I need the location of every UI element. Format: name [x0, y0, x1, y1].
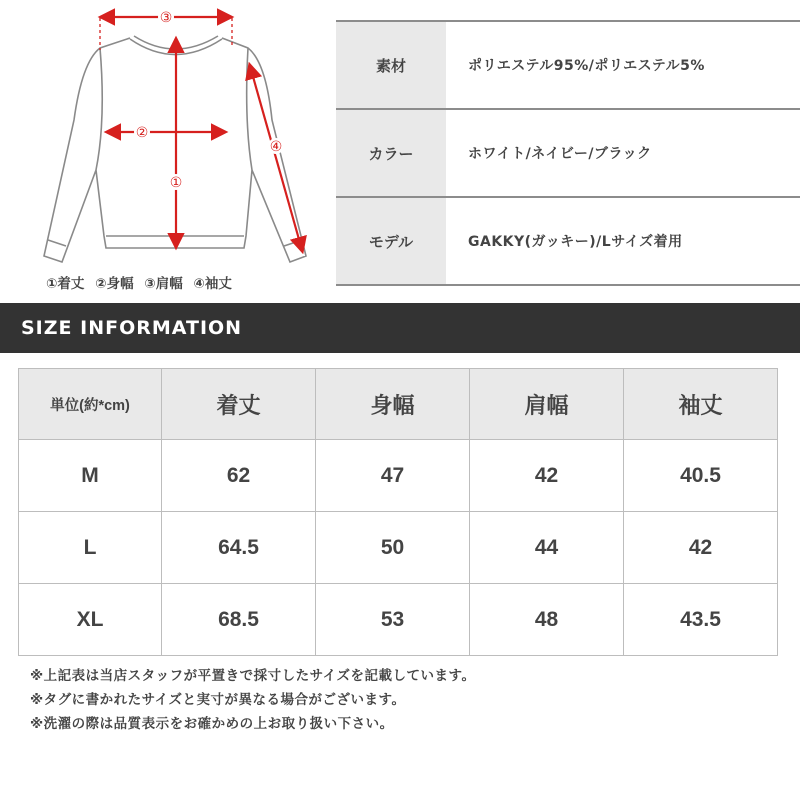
spec-table — [336, 20, 800, 286]
cell: 47 — [316, 440, 470, 512]
cell: 53 — [316, 584, 470, 656]
size-label: L — [19, 512, 162, 584]
measurement-arrows — [102, 17, 302, 250]
size-table — [18, 368, 778, 656]
spec-value: ホワイト/ネイビー/ブラック — [468, 146, 652, 162]
diagram-legend — [46, 272, 306, 292]
marker-3: ③ — [159, 10, 173, 26]
spec-divider — [336, 284, 800, 286]
table-row — [19, 512, 778, 584]
cell: 43.5 — [624, 584, 778, 656]
spec-label: カラー — [336, 110, 446, 196]
marker-1: ① — [169, 175, 183, 191]
cell: 44 — [470, 512, 624, 584]
marker-2: ② — [135, 125, 149, 141]
cell: 48 — [470, 584, 624, 656]
size-label: M — [19, 440, 162, 512]
header-sleeve: 袖丈 — [624, 369, 778, 440]
cell: 62 — [162, 440, 316, 512]
header-unit: 単位(約*cm) — [19, 369, 162, 440]
cell: 50 — [316, 512, 470, 584]
cell: 42 — [470, 440, 624, 512]
size-label: XL — [19, 584, 162, 656]
spec-row-model — [336, 198, 800, 284]
legend-chest: ②身幅 — [95, 276, 134, 292]
spec-value: GAKKY(ガッキー)/Lサイズ着用 — [468, 234, 683, 250]
spec-row-material — [336, 22, 800, 108]
sweatshirt-illustration — [0, 0, 320, 300]
markers — [134, 9, 284, 191]
legend-length: ①着丈 — [46, 276, 85, 292]
cell: 42 — [624, 512, 778, 584]
header-length: 着丈 — [162, 369, 316, 440]
spec-label: モデル — [336, 198, 446, 284]
table-row — [19, 440, 778, 512]
cell: 40.5 — [624, 440, 778, 512]
measurement-diagram — [0, 0, 320, 300]
table-row — [19, 584, 778, 656]
header-chest: 身幅 — [316, 369, 470, 440]
note-line: ※上記表は当店スタッフが平置きで採寸したサイズを記載しています。 — [30, 668, 476, 684]
section-title: SIZE INFORMATION — [0, 303, 800, 353]
marker-4: ④ — [269, 139, 283, 155]
spec-value: ポリエステル95%/ポリエステル5% — [468, 58, 705, 74]
arrow-sleeve — [250, 66, 302, 250]
note-line: ※タグに書かれたサイズと実寸が異なる場合がございます。 — [30, 692, 406, 708]
cell: 64.5 — [162, 512, 316, 584]
header-shoulder: 肩幅 — [470, 369, 624, 440]
spec-label: 素材 — [336, 22, 446, 108]
legend-shoulder: ③肩幅 — [144, 276, 183, 292]
legend-sleeve: ④袖丈 — [193, 276, 232, 292]
cell: 68.5 — [162, 584, 316, 656]
spec-row-color — [336, 110, 800, 196]
notes — [30, 664, 790, 736]
note-line: ※洗濯の際は品質表示をお確かめの上お取り扱い下さい。 — [30, 716, 394, 732]
table-header-row — [19, 369, 778, 440]
